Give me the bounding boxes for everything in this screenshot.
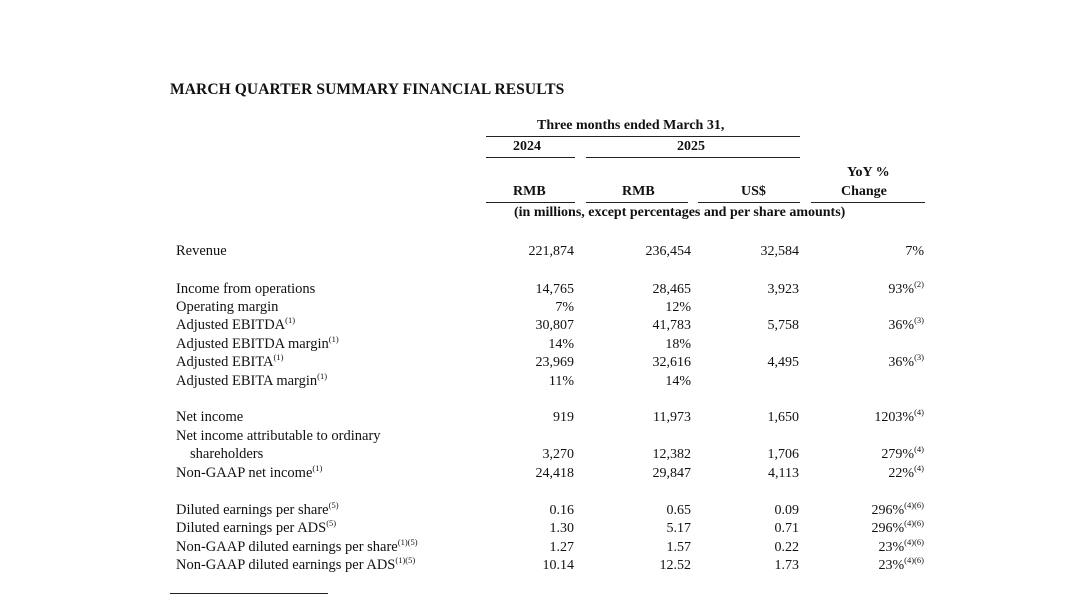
cell-rmb-2024-text: 919 [553,410,574,425]
cell-rmb-2025-text: 14% [665,374,691,389]
cell-rmb-2024-text: 30,807 [535,318,574,333]
cell-yoy-change-text: 23% [878,540,905,555]
cell-rmb-2025 [653,410,691,426]
cell-rmb-2025-text: 29,847 [652,466,691,481]
cell-rmb-2024 [553,410,574,426]
cell-rmb-2024-text: 1.27 [549,540,574,555]
cell-yoy-change [871,518,925,537]
cell-yoy-change-text: 36% [888,355,915,370]
cell-rmb-2025 [653,318,692,334]
row-label [176,336,339,353]
cell-yoy-change-text: 7% [905,244,924,259]
cell-yoy-change-text: 296% [871,521,905,536]
cell-rmb-2024-text: 24,418 [535,466,574,481]
cell-rmb-2025-text: 5.17 [666,521,691,536]
row-label [176,354,283,371]
cell-rmb-2025 [665,300,691,316]
cell-rmb-2024-text: 14% [548,337,574,352]
cell-rmb-2024 [550,521,575,537]
cell-yoy-change [905,244,924,260]
cell-usd-2025-text: 32,584 [760,244,799,259]
row-label [176,409,243,426]
cell-usd-2025-text: 0.09 [774,503,799,518]
cell-usd-2025 [775,540,800,556]
cell-usd-2025-text: 4,495 [767,355,799,370]
cell-usd-2025 [775,521,800,537]
row-label [176,299,278,316]
cell-yoy-change [878,555,925,574]
footnote-marker: (4) [914,463,924,473]
cell-yoy-change [878,537,925,556]
cell-yoy-change [881,444,924,463]
footnote-marker: (4)(6) [904,555,924,565]
cell-usd-2025 [775,558,800,574]
cell-usd-2025-text: 0.71 [774,521,799,536]
cell-rmb-2025-text: 12% [665,300,691,315]
row-label-text: Revenue [176,243,227,259]
year-2025-underline [586,157,800,158]
cell-rmb-2025 [667,521,692,537]
cell-usd-2025 [768,466,799,482]
row-label [176,539,418,556]
units-note: (in millions, except percentages and per share amounts) [514,205,846,220]
cell-rmb-2025-text: 41,783 [652,318,691,333]
cell-rmb-2025-text: 236,454 [645,244,691,259]
footnote-marker: (4)(6) [904,537,924,547]
cell-yoy-change-text: 36% [888,318,915,333]
cell-rmb-2025-text: 1.57 [666,540,691,555]
year-2025-header: 2025 [677,139,705,154]
row-label-text: Operating margin [176,299,279,315]
footnote-marker: (3) [914,352,924,362]
cell-rmb-2025-text: 28,465 [652,282,691,297]
row-label [176,502,339,519]
cell-rmb-2024-text: 3,270 [542,447,574,462]
footnote-marker: (1) [285,315,296,325]
cell-usd-2025-text: 1,706 [767,447,799,462]
footnote-marker: (3) [914,315,924,325]
footnote-divider [170,593,328,594]
cell-rmb-2025 [667,503,692,519]
cell-yoy-change [888,463,924,482]
year-2024-header: 2024 [513,139,541,154]
row-label-text: Diluted earnings per ADS [176,520,327,536]
cell-yoy-change-text: 23% [878,558,905,573]
cell-yoy-change [871,500,925,519]
row-label [176,281,315,298]
col2-underline [586,202,688,203]
footnote-marker: (1) [317,371,328,381]
row-label-text: shareholders [190,446,264,462]
row-label-text: Net income [176,409,244,425]
row-label [176,243,227,260]
cell-rmb-2025 [665,374,691,390]
cell-yoy-change [888,315,924,334]
col-usd-header: US$ [741,184,766,199]
footnote-marker: (1)(5) [397,537,418,547]
page-title: MARCH QUARTER SUMMARY FINANCIAL RESULTS [170,81,565,98]
cell-usd-2025-text: 3,923 [767,282,799,297]
row-label [176,520,336,537]
cell-rmb-2025-text: 12.52 [659,558,691,573]
cell-yoy-change-text: 22% [888,466,915,481]
cell-rmb-2024-text: 0.16 [549,503,574,518]
row-label-text: Non-GAAP net income [176,465,313,481]
cell-usd-2025 [761,244,800,260]
cell-rmb-2025 [653,466,692,482]
year-2024-underline [486,157,575,158]
cell-rmb-2025 [646,244,692,260]
cell-rmb-2025-text: 12,382 [652,447,691,462]
footnote-marker: (5) [328,500,339,510]
cell-rmb-2024 [536,355,575,371]
cell-usd-2025 [775,503,800,519]
cell-rmb-2024 [529,244,575,260]
cell-yoy-change [888,352,924,371]
cell-usd-2025-text: 5,758 [767,318,799,333]
cell-usd-2025-text: 4,113 [768,466,799,481]
cell-rmb-2024 [543,558,575,574]
cell-rmb-2024 [536,318,575,334]
col-rmb-2025-header: RMB [622,184,655,199]
col-rmb-2024-header: RMB [513,184,546,199]
cell-rmb-2024 [555,300,574,316]
cell-yoy-change-text: 279% [881,447,915,462]
row-label [176,373,327,390]
period-header: Three months ended March 31, [537,118,725,133]
cell-rmb-2024-text: 14,765 [535,282,574,297]
cell-rmb-2024-text: 10.14 [542,558,574,573]
row-label-text: Non-GAAP diluted earnings per share [176,539,398,555]
yoy-header-line1: YoY % [847,165,890,180]
cell-usd-2025 [768,282,800,298]
row-label [176,428,381,445]
col3-underline [698,202,800,203]
cell-rmb-2024-text: 7% [555,300,574,315]
cell-rmb-2024-text: 11% [548,374,574,389]
cell-usd-2025-text: 1.73 [774,558,799,573]
row-label-text: Adjusted EBITA margin [176,373,318,389]
row-label-text: Income from operations [176,281,316,297]
cell-rmb-2025-text: 11,973 [653,410,691,425]
cell-usd-2025-text: 1,650 [767,410,799,425]
cell-rmb-2024 [550,503,575,519]
footnote-marker: (4) [914,407,924,417]
cell-rmb-2025 [653,355,692,371]
cell-usd-2025 [768,355,800,371]
cell-rmb-2025 [665,337,691,353]
cell-rmb-2025-text: 0.65 [666,503,691,518]
col4-underline [811,202,925,203]
row-label [176,317,295,334]
footnote-marker: (5) [326,518,337,528]
row-label-text: Diluted earnings per share [176,502,329,518]
col1-underline [486,202,575,203]
row-label [190,446,263,463]
row-label-text: Adjusted EBITDA margin [176,336,329,352]
cell-yoy-change [888,279,924,298]
footnote-marker: (1)(5) [395,555,416,565]
footnote-marker: (1) [328,334,339,344]
cell-yoy-change-text: 1203% [874,410,915,425]
cell-usd-2025 [768,410,800,426]
cell-yoy-change [874,407,924,426]
cell-yoy-change-text: 296% [871,503,905,518]
row-label-text: Non-GAAP diluted earnings per ADS [176,557,396,573]
row-label [176,465,322,482]
cell-rmb-2025 [667,540,692,556]
cell-rmb-2025 [660,558,692,574]
cell-rmb-2025 [653,282,692,298]
yoy-header-line2: Change [841,184,887,199]
cell-usd-2025 [768,318,800,334]
cell-rmb-2024-text: 23,969 [535,355,574,370]
cell-rmb-2024 [536,282,575,298]
row-label-text: Adjusted EBITDA [176,317,286,333]
cell-yoy-change-text: 93% [888,282,915,297]
cell-rmb-2024-text: 221,874 [528,244,574,259]
footnote-marker: (4) [914,444,924,454]
row-label-text: Net income attributable to ordinary [176,428,381,444]
row-label [176,557,415,574]
row-label-text: Adjusted EBITA [176,354,274,370]
cell-rmb-2025-text: 32,616 [652,355,691,370]
cell-rmb-2025-text: 18% [665,337,691,352]
cell-rmb-2025 [653,447,692,463]
footnote-marker: (4)(6) [904,518,924,528]
footnote-marker: (1) [273,352,284,362]
period-underline [486,136,800,137]
cell-rmb-2024 [543,447,575,463]
cell-rmb-2024-text: 1.30 [549,521,574,536]
cell-rmb-2024 [548,337,574,353]
footnote-marker: (2) [914,279,924,289]
cell-rmb-2024 [549,374,574,390]
cell-rmb-2024 [550,540,575,556]
cell-rmb-2024 [536,466,575,482]
cell-usd-2025-text: 0.22 [774,540,799,555]
footnote-marker: (1) [312,463,323,473]
cell-usd-2025 [768,447,800,463]
footnote-marker: (4)(6) [904,500,924,510]
